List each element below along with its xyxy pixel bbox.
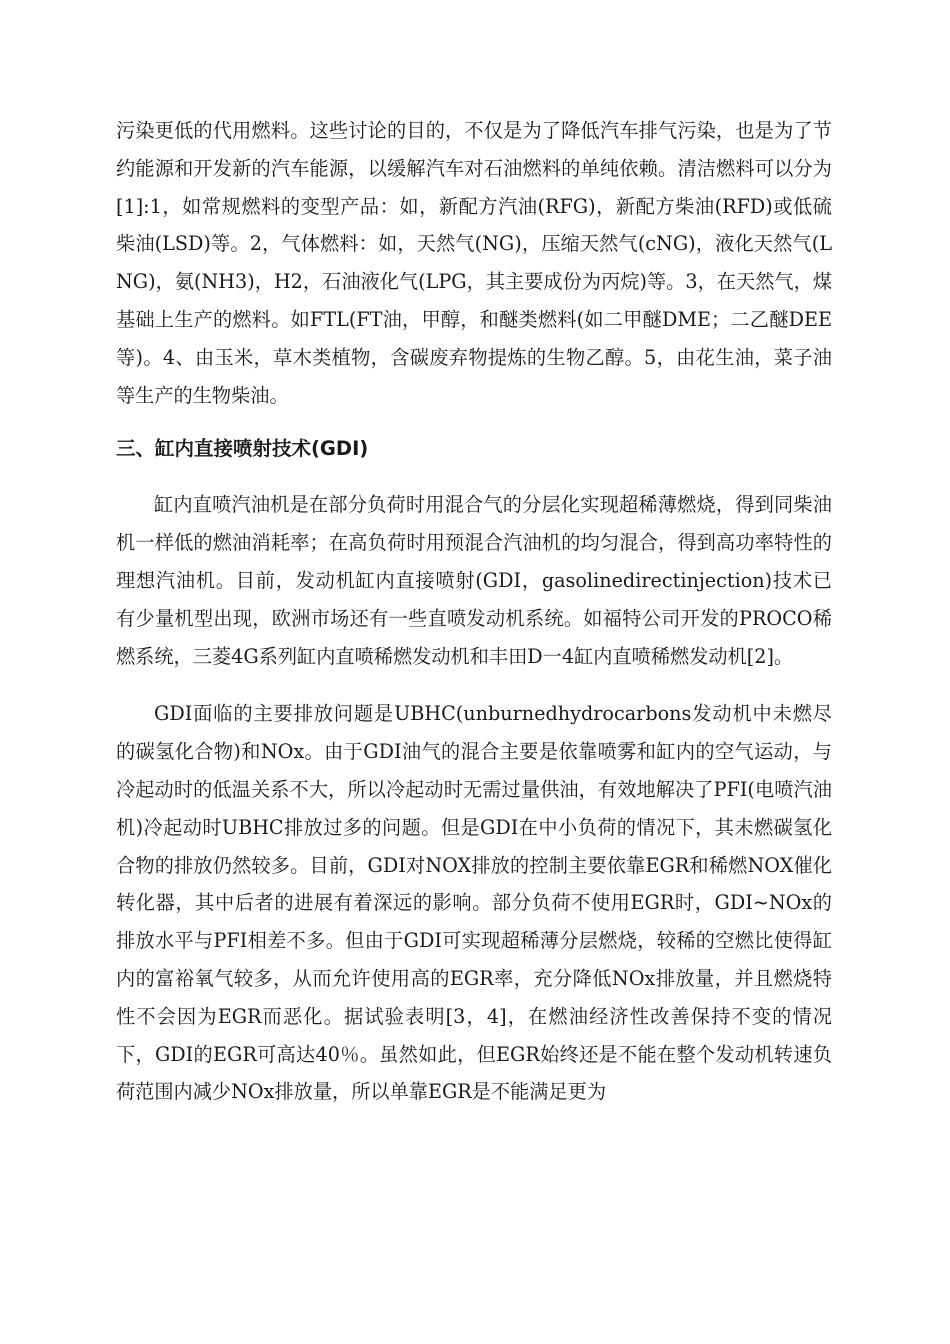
document-page (116, 112, 832, 1111)
paragraph-gdi-intro: 缸内直喷汽油机是在部分负荷时用混合气的分层化实现超稀薄燃烧，得到同柴油机一样低的燃油消耗率；在高负荷时用预混合汽油机的均匀混合，得到高功率特性的理想汽油机。目前，发动机缸内直接喷射(GDI，gasolinedirectinjection)技术已有少量机型出现，欧洲市场还有一些直喷发动机系统。如福特公司开发的PROCO稀燃系统，三菱4G系列缸内直喷稀燃发动机和丰田D一4缸内直喷稀燃发动机[2]。 (116, 493, 832, 668)
paragraph-clean-fuels: 污染更低的代用燃料。这些讨论的目的，不仅是为了降低汽车排气污染，也是为了节约能源和开发新的汽车能源，以缓解汽车对石油燃料的单纯依赖。清洁燃料可以分为[1]:1，如常规燃料的变型产品：如，新配方汽油(RFG)，新配方柴油(RFD)或低硫柴油(LSD)等。2，气体燃料：如，天然气(NG)，压缩天然气(cNG)，液化天然气(LNG)，氨(NH3)，H2，石油液化气(LPG，其主要成份为丙烷)等。3，在天然气，煤基础上生产的燃料。如FTL(FT油，甲醇，和醚类燃料(如二甲醚DME；二乙醚DEE等)。4、由玉米，草木类植物，含碳废弃物提炼的生物乙醇。5，由花生油，菜子油等生产的生物柴油。 (116, 119, 832, 407)
section-heading-gdi: 三、缸内直接喷射技术(GDI) (116, 437, 369, 461)
paragraph-gdi-emissions: GDI面临的主要排放问题是UBHC(unburnedhydrocarbons发动机中未燃尽的碳氢化合物)和NOx。由于GDI油气的混合主要是依靠喷雾和缸内的空气运动，与冷起动时的低温关系不大，所以冷起动时无需过量供油，有效地解决了PFI(电喷汽油机)冷起动时UBHC排放过多的问题。但是GDI在中小负荷的情况下，其未燃碳氢化合物的排放仍然较多。目前，GDI对NOX排放的控制主要依靠EGR和稀燃NOX催化转化器，其中后者的进展有着深远的影响。部分负荷不使用EGR时，GDI~NOx的排放水平与PFI相差不多。但由于GDI可实现超稀薄分层燃烧，较稀的空燃比使得缸内的富裕氧气较多，从而允许使用高的EGR率，充分降低NOx排放量，并且燃烧特性不会因为EGR而恶化。据试验表明[3，4]，在燃油经济性改善保持不变的情况下，GDI的EGR可高达40％。虽然如此，但EGR始终还是不能在整个发动机转速负荷范围内减少NOx排放量，所以单靠EGR是不能满足更为 (116, 702, 832, 1104)
